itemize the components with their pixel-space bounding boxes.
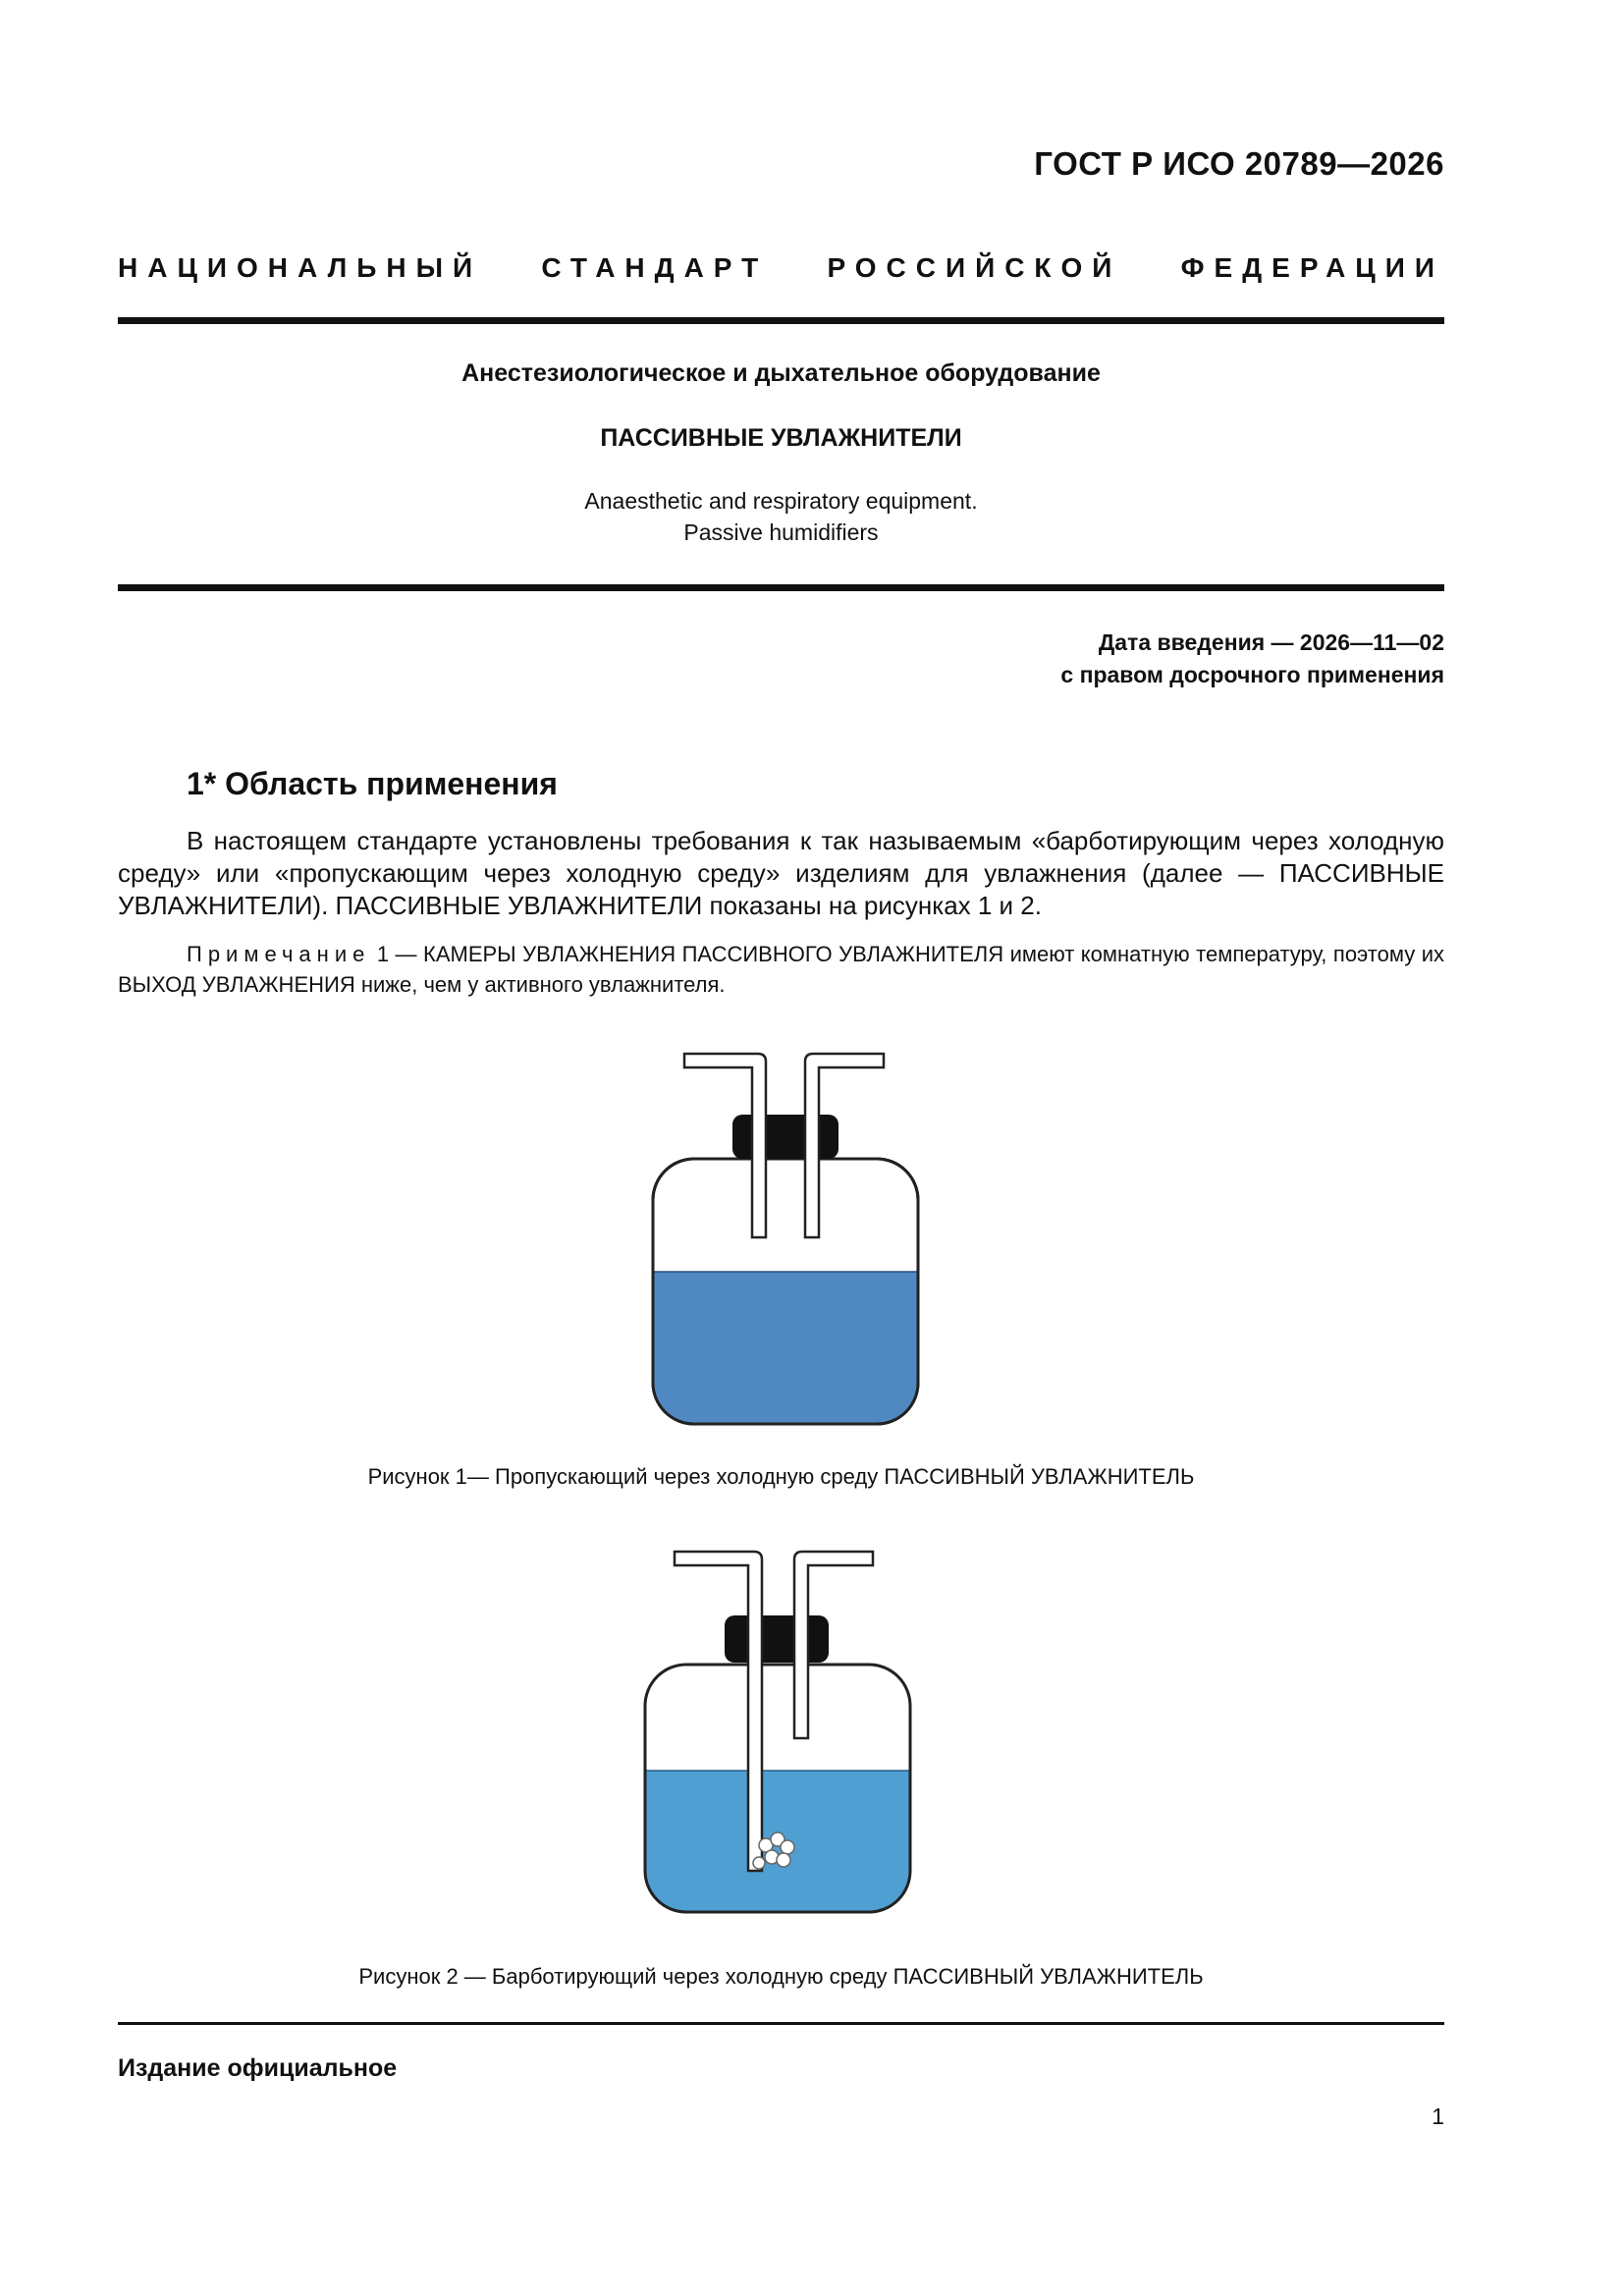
title-ru-subject: Анестезиологическое и дыхательное оборудование bbox=[461, 359, 1101, 387]
title-en-line2: Passive humidifiers bbox=[683, 519, 879, 545]
footer-rule bbox=[118, 2022, 1444, 2025]
section-heading: 1* Область применения bbox=[187, 766, 558, 801]
title-en-line1: Anaesthetic and respiratory equipment. bbox=[584, 488, 978, 514]
national-standard-banner: НАЦИОНАЛЬНЫЙ СТАНДАРТ РОССИЙСКОЙ ФЕДЕРАЦИИ bbox=[118, 252, 1444, 283]
introduction-date bbox=[1060, 627, 1444, 691]
figure-1-humidifier-diagram bbox=[638, 1041, 933, 1434]
note-label: Примечание bbox=[187, 942, 371, 966]
title-ru-main: ПАССИВНЫЕ УВЛАЖНИТЕЛИ bbox=[600, 424, 962, 452]
figure-1-caption: Рисунок 1— Пропускающий через холодную среду ПАССИВНЫЙ УВЛАЖНИТЕЛЬ bbox=[367, 1464, 1195, 1489]
figure-2-caption: Рисунок 2 — Барботирующий через холодную среду ПАССИВНЫЙ УВЛАЖНИТЕЛЬ bbox=[358, 1964, 1204, 1989]
official-edition-label: Издание официальное bbox=[118, 2054, 398, 2082]
water-fill bbox=[653, 1272, 918, 1429]
page-number: 1 bbox=[1432, 2104, 1444, 2129]
note-1 bbox=[118, 939, 1444, 1000]
introduction-date-line: Дата введения — 2026—11—02 bbox=[1098, 629, 1444, 655]
figure-2-humidifier-diagram bbox=[633, 1537, 928, 1930]
document-id: ГОСТ Р ИСО 20789—2026 bbox=[1034, 145, 1444, 182]
title-rule bbox=[118, 584, 1444, 591]
header-rule bbox=[118, 317, 1444, 324]
stopper bbox=[732, 1115, 839, 1159]
early-application-line: с правом досрочного применения bbox=[1060, 662, 1444, 687]
note-text: 1 — КАМЕРЫ УВЛАЖНЕНИЯ ПАССИВНОГО УВЛАЖНИТЕЛЯ имеют комнатную температуру, поэтому их ВЫХОД УВЛАЖНЕНИЯ ниже, чем у активного увлажнителя. bbox=[118, 942, 1444, 997]
scope-paragraph: В настоящем стандарте установлены требования к так называемым «барботирующим через холодную среду» или «пропускающим через холодную среду» изделиям для увлажнения (далее — ПАССИВНЫЕ УВЛАЖНИТЕЛИ). ПАССИВНЫЕ УВЛАЖНИТЕЛИ показаны на рисунках 1 и 2. bbox=[118, 826, 1444, 920]
stopper bbox=[725, 1615, 829, 1663]
